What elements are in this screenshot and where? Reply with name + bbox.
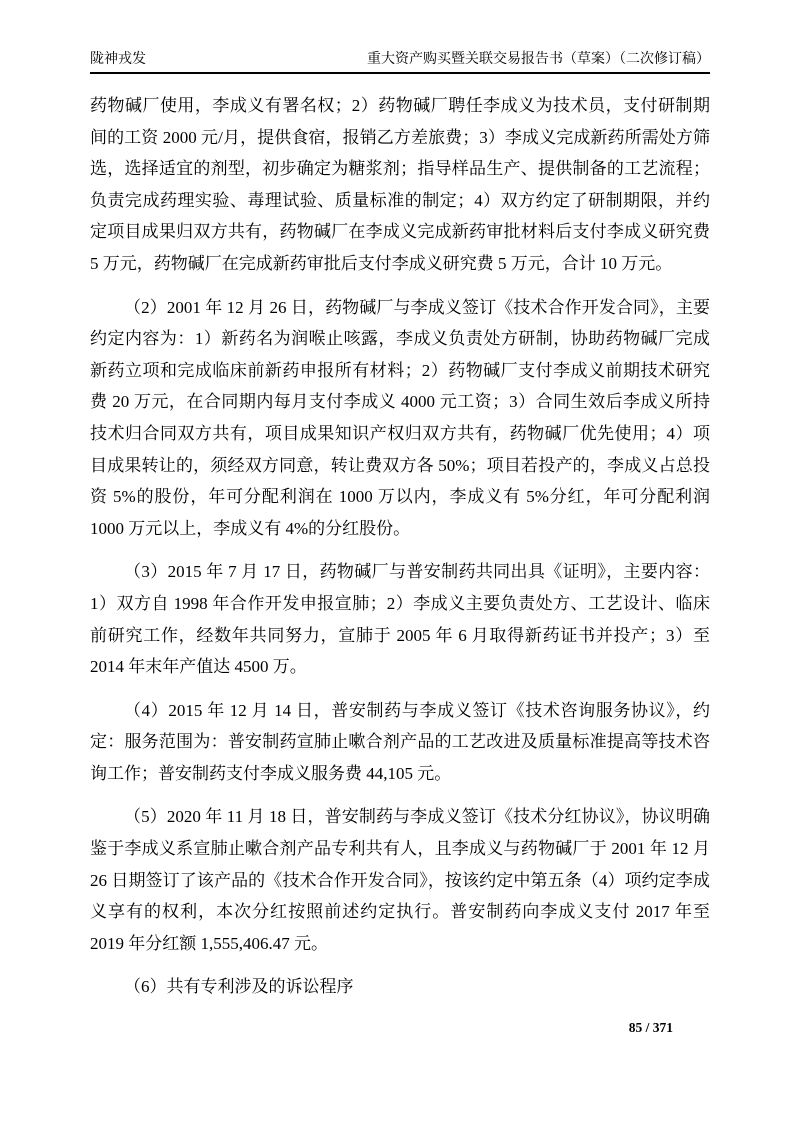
header-document-title: 重大资产购买暨关联交易报告书（草案）（二次修订稿） (367, 52, 710, 67)
page-number: 85 / 371 (628, 1020, 673, 1035)
paragraph-item-5: （5）2020 年 11 月 18 日，普安制药与李成义签订《技术分红协议》，协议明确鉴于李成义系宣肺止嗽合剂产品专利共有人，且李成义与药物碱厂于 2001 年 12 月 26 日期签订了该产品的《技术合作开发合同》，按该约定中第五条（4）项约定李成义享有的权利，本次分红按照前述约定执行。普安制药向李成义支付 2017 年至 2019 年分红额 1,555,406.47 元。 (90, 807, 710, 953)
paragraph-item-3: （3）2015 年 7 月 17 日，药物碱厂与普安制药共同出具《证明》，主要内容：1）双方自 1998 年合作开发申报宣肺；2）李成义主要负责处方、工艺设计、临床前研究工作，经数年共同努力，宣肺于 2005 年 6 月取得新药证书并投产；3）至 2014 年末年产值达 4500 万。 (90, 562, 710, 677)
paragraph-continuation: 药物碱厂使用，李成义有署名权；2）药物碱厂聘任李成义为技术员，支付研制期间的工资 2000 元/月，提供食宿，报销乙方差旅费；3）李成义完成新药所需处方筛选，选择适宜的剂型，初步确定为糖浆剂；指导样品生产、提供制备的工艺流程；负责完成药理实验、毒理试验、质量标准的制定；4）双方约定了研制期限，并约定项目成果归双方共有，药物碱厂在李成义完成新药审批材料后支付李成义研究费 5 万元，药物碱厂在完成新药审批后支付李成义研究费 5 万元，合计 10 万元。 (90, 96, 710, 273)
paragraph-item-2: （2）2001 年 12 月 26 日，药物碱厂与李成义签订《技术合作开发合同》，主要约定内容为：1）新药名为润喉止咳露，李成义负责处方研制，协助药物碱厂完成新药立项和完成临床前新药申报所有材料；2）药物碱厂支付李成义前期技术研究费 20 万元，在合同期内每月支付李成义 4000 元工资；3）合同生效后李成义所持技术归合同双方共有，项目成果知识产权归双方共有，药物碱厂优先使用；4）项目成果转让的，须经双方同意，转让费双方各 50%；项目若投产的，李成义占总投资 5%的股份，年可分配利润在 1000 万以内，李成义有 5%分红，年可分配利润 1000 万元以上，李成义有 4%的分红股份。 (90, 297, 710, 538)
document-body (90, 90, 710, 1003)
header-company-short-name: 陇神戎发 (90, 52, 146, 67)
paragraph-item-6-heading: （6）共有专利涉及的诉讼程序 (124, 977, 354, 997)
paragraph-item-4: （4）2015 年 12 月 14 日，普安制药与李成义签订《技术咨询服务协议》，约定：服务范围为：普安制药宣肺止嗽合剂产品的工艺改进及质量标准提高等技术咨询工作；普安制药支付李成义服务费 44,105 元。 (90, 700, 710, 783)
page-header (90, 52, 710, 74)
